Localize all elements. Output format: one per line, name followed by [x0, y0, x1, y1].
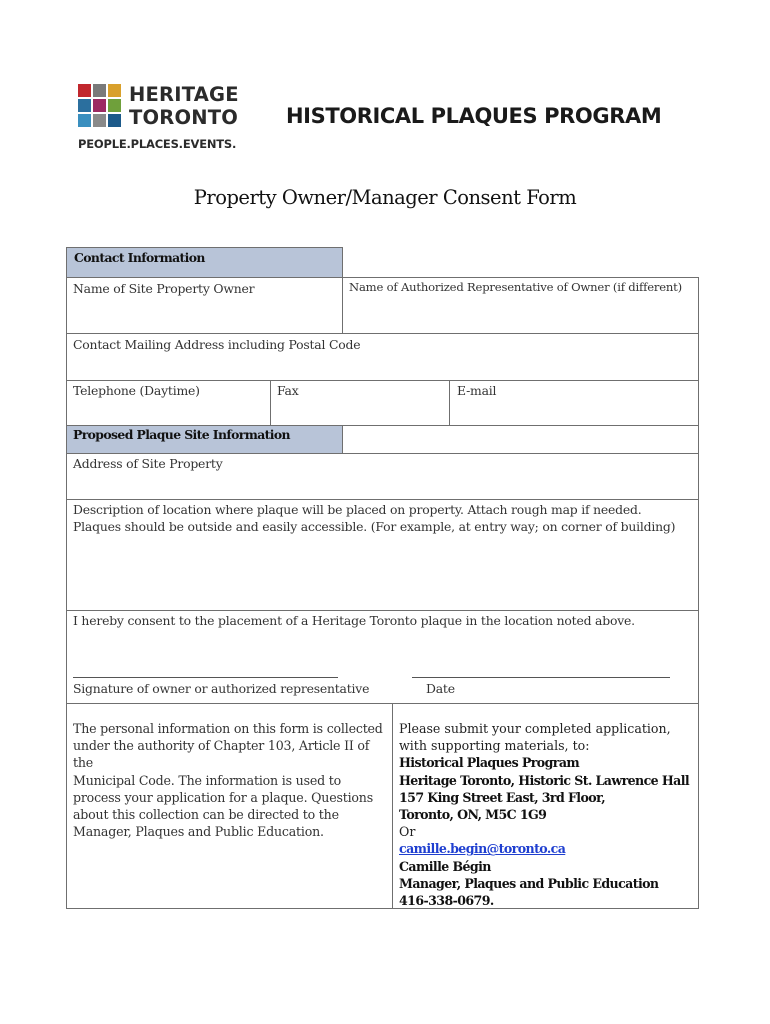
email-field[interactable]	[449, 380, 699, 426]
representative-name-field[interactable]	[342, 277, 699, 334]
logo-square	[93, 114, 106, 127]
privacy-line: Municipal Code. The information is used to	[73, 772, 341, 788]
site-section-title: Proposed Plaque Site Information	[73, 427, 290, 442]
site-address-label: Address of Site Property	[73, 456, 223, 471]
owner-name-field[interactable]	[66, 277, 343, 334]
heritage-toronto-logo	[66, 78, 252, 160]
logo-heritage-text: HERITAGE	[129, 83, 239, 106]
privacy-line: about this collection can be directed to the	[73, 807, 339, 823]
site-section-header-filler	[342, 425, 699, 454]
site-section-header	[66, 425, 343, 454]
consent-section	[66, 610, 699, 704]
owner-name-label: Name of Site Property Owner	[73, 281, 255, 296]
contact-title: Manager, Plaques and Public Education	[399, 875, 659, 891]
privacy-notice	[73, 720, 391, 840]
logo-color-grid-icon	[78, 84, 122, 128]
fax-label: Fax	[277, 383, 299, 398]
logo-square	[78, 114, 91, 127]
signature-label: Signature of owner or authorized representative	[73, 681, 370, 696]
date-label: Date	[426, 681, 455, 696]
telephone-field[interactable]	[66, 380, 271, 426]
submit-city: Toronto, ON, M5C 1G9	[399, 807, 547, 823]
submit-street: 157 King Street East, 3rd Floor,	[399, 789, 605, 805]
privacy-line: process your application for a plaque. Questions	[73, 789, 373, 805]
logo-square	[93, 84, 106, 97]
representative-name-label: Name of Authorized Representative of Owner (if different)	[349, 280, 682, 294]
submit-intro-line1: Please submit your completed application,	[399, 721, 671, 736]
submit-organization: Heritage Toronto, Historic St. Lawrence Hall	[399, 772, 690, 788]
mailing-address-label: Contact Mailing Address including Postal Code	[73, 337, 361, 352]
location-description-field[interactable]	[66, 499, 699, 611]
logo-toronto-text: TORONTO	[129, 106, 239, 129]
submission-info	[399, 720, 689, 909]
location-description-line1: Description of location where plaque will be placed on property. Attach rough map if needed.	[73, 502, 642, 517]
logo-tagline: PEOPLE.PLACES.EVENTS.	[78, 137, 237, 151]
privacy-line: The personal information on this form is collected	[73, 721, 383, 736]
fax-field[interactable]	[270, 380, 450, 426]
form-title: Property Owner/Manager Consent Form	[193, 186, 577, 209]
logo-square	[108, 114, 121, 127]
signature-line[interactable]	[73, 677, 338, 678]
privacy-line: Manager, Plaques and Public Education.	[73, 824, 324, 840]
submit-program: Historical Plaques Program	[399, 755, 580, 771]
privacy-line: under the authority of Chapter 103, Article II of the	[73, 738, 370, 771]
date-line[interactable]	[412, 677, 670, 678]
logo-square	[108, 99, 121, 112]
contact-phone: 416-338-0679.	[399, 893, 494, 909]
logo-square	[78, 84, 91, 97]
logo-square	[78, 99, 91, 112]
logo-square	[108, 84, 121, 97]
program-title: HISTORICAL PLAQUES PROGRAM	[286, 104, 662, 128]
site-address-field[interactable]	[66, 453, 699, 500]
email-label: E-mail	[457, 383, 497, 398]
contact-email-link[interactable]: camille.begin@toronto.ca	[399, 841, 566, 857]
contact-section-title: Contact Information	[74, 250, 205, 265]
contact-name: Camille Bégin	[399, 858, 491, 874]
submit-or: Or	[399, 824, 416, 840]
logo-square	[93, 99, 106, 112]
consent-statement: I hereby consent to the placement of a Heritage Toronto plaque in the location noted above.	[73, 613, 635, 628]
mailing-address-field[interactable]	[66, 333, 699, 381]
location-description-line2: Plaques should be outside and easily accessible. (For example, at entry way; on corner of building)	[73, 519, 676, 534]
telephone-label: Telephone (Daytime)	[73, 383, 200, 398]
contact-section-header	[66, 247, 343, 278]
submit-intro-line2: with supporting materials, to:	[399, 738, 590, 754]
privacy-notice-box	[66, 703, 393, 909]
